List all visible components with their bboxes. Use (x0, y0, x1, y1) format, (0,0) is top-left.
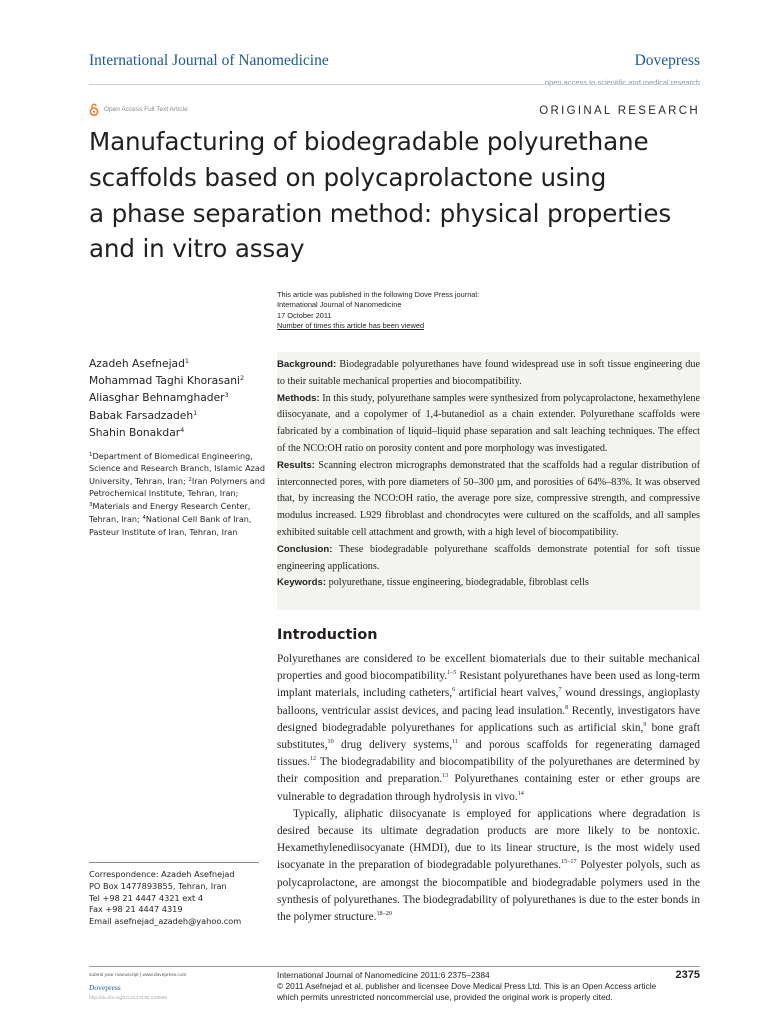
title-line: scaffolds based on polycaprolactone using (89, 162, 607, 192)
journal-name[interactable]: International Journal of Nanomedicine (89, 52, 329, 69)
citation-line: International Journal of Nanomedicine 2011:6 2375–2384 (277, 970, 490, 980)
intro-paragraph: Typically, aliphatic diisocyanate is employed for applications where degradation is desired because its ultimate degradation products are more likely to be nontoxic. Hexamethylenediisocyanate (HMDI), due to its linear structure, is the most widely used isocyanate in the preparation of biodegradable polyurethanes.$^{15-17}$ Polyester polyols, such as polycaprolactone, are amongst the biocompatible and biodegradable polymers used in the synthesis of polyurethanes. The biodegradability of polyurethanes is due to the ester bonds in the polymer structure.$^{18-20}$ (277, 807, 700, 924)
correspondence-tel: Tel +98 21 4447 4321 ext 4 (89, 892, 204, 903)
intro-paragraph: Polyurethanes are considered to be excellent biomaterials due to their suitable mechanical properties and good biocompatibility.$^{1-5}$ Resistant polyurethanes have been used as long-term implant materials, including catheters,$^6$ artificial heart valves,$^7$ wound dressings, angioplasty balloons, ventricular assist devices, and pacing lead insulation.$^8$ Recently, investigators have designed biodegradable polyurethanes for applications such as artificial skin,$^9$ bone graft substitutes,$^{10}$ drug delivery systems,$^{11}$ and porous scaffolds for regenerating damaged tissues.$^{12}$ The biodegradability and biocompatibility of the polyurethanes are determined by their composition and preparation.$^{13}$ Polyurethanes containing ester or ether groups are vulnerable to degradation through hydrolysis in vivo.$^{14}$ (277, 653, 701, 803)
correspondence (89, 869, 241, 928)
footer-publisher-logo[interactable]: Dovepress (89, 983, 121, 992)
author: Mohammad Taghi Khorasani$^2$ (89, 374, 245, 388)
author: Aliasghar Behnamghader$^3$ (89, 391, 229, 405)
abstract-results: Results: Scanning electron micrographs demonstrated that the scaffolds had a regular distribution of interconnected pores, with pore diameters of 50–300 µm, and porosities of 64%–83%. It was observed that, by increasing the NCO:OH ratio, the average pore size, compressive strength, and compressive modulus increased. L929 fibroblast and chondrocytes were cultured on the scaffolds, and all samples exhibited suitable cell attachment and growth, with a high level of biocompatibility. (277, 459, 700, 538)
introduction-heading: Introduction (277, 627, 378, 643)
pub-info-date: 17 October 2011 (277, 310, 332, 320)
author-list (89, 354, 244, 440)
publisher-brand-block (545, 52, 700, 87)
abstract-box (277, 352, 700, 610)
abstract-background: Background: Biodegradable polyurethanes have found widespread use in soft tissue engineering due to their suitable mechanical properties and biocompatibility. (277, 359, 700, 387)
correspondence-name: Correspondence: Azadeh Asefnejad (89, 869, 235, 879)
header-divider (89, 84, 700, 85)
submit-manuscript-link[interactable]: submit your manuscript | www.dovepress.com (89, 973, 187, 978)
open-access-badge (89, 103, 188, 116)
article-title (89, 124, 689, 267)
correspondence-fax: Fax +98 21 4447 4319 (89, 904, 183, 915)
publisher-tagline: open access to scientific and medical research (544, 78, 700, 87)
license-line: © 2011 Asefnejad et al, publisher and licensee Dove Medical Press Ltd. This is an Open Access article (277, 981, 657, 991)
license-line: which permits unrestricted noncommercial use, provided the original work is properly cited. (277, 992, 613, 1002)
author: Babak Farsadzadeh$^1$ (89, 408, 198, 422)
pub-info-journal: International Journal of Nanomedicine (277, 300, 402, 310)
abstract-keywords: Keywords: polyurethane, tissue engineering, biodegradable, fibroblast cells (277, 577, 589, 589)
affiliations: $^1$Department of Biomedical Engineering, Science and Research Branch, Islamic Azad University, Tehran, Iran; $^2$Iran Polymers and Petrochemical Institute, Tehran, Iran; $^3$Materials and Energy Research Center, Tehran, Iran; $^4$National Cell Bank of Iran, Pasteur Institute of Iran, Tehran, Iran (89, 451, 265, 537)
footer-citation (277, 970, 700, 1003)
open-access-lock-icon (89, 103, 99, 116)
title-line: and in vitro assay (89, 234, 305, 264)
article-type: ORIGINAL RESEARCH (539, 105, 700, 117)
author: Shahin Bonakdar$^4$ (89, 425, 185, 439)
abstract-methods: Methods: In this study, polyurethane samples were synthesized from polycaprolactone, hexamethylene diisocyanate, and a copolymer of 1,4-butanediol as a chain extender. Polyurethane scaffolds were fabricated by a combination of liquid–liquid phase separation and salt leaching techniques. The effect of the NCO:OH ratio on porosity content and pore morphology was investigated. (277, 392, 700, 454)
doi-link[interactable]: http://dx.doi.org/10.2147/IJN.S15586 (89, 996, 168, 1001)
footer-divider (89, 966, 700, 967)
page-number: 2375 (675, 969, 700, 981)
footer-left (89, 970, 259, 1004)
open-access-label: Open Access Full Text Article (104, 106, 188, 113)
correspondence-divider (89, 862, 259, 863)
title-line: a phase separation method: physical properties (89, 198, 671, 228)
view-count-link[interactable]: Number of times this article has been viewed (277, 320, 425, 330)
correspondence-email[interactable]: Email asefnejad_azadeh@yahoo.com (89, 916, 242, 927)
title-line: Manufacturing of biodegradable polyurethane (89, 127, 649, 156)
publication-info (277, 290, 479, 331)
abstract-conclusion: Conclusion: These biodegradable polyurethane scaffolds demonstrate potential for soft tissue engineering applications. (277, 543, 700, 572)
introduction-body (277, 651, 700, 926)
publisher-logo[interactable]: Dovepress (634, 52, 700, 69)
author: Azadeh Asefnejad$^1$ (89, 357, 190, 370)
pub-info-line: This article was published in the following Dove Press journal: (277, 290, 480, 299)
correspondence-address: PO Box 1477893855, Tehran, Iran (89, 880, 227, 891)
